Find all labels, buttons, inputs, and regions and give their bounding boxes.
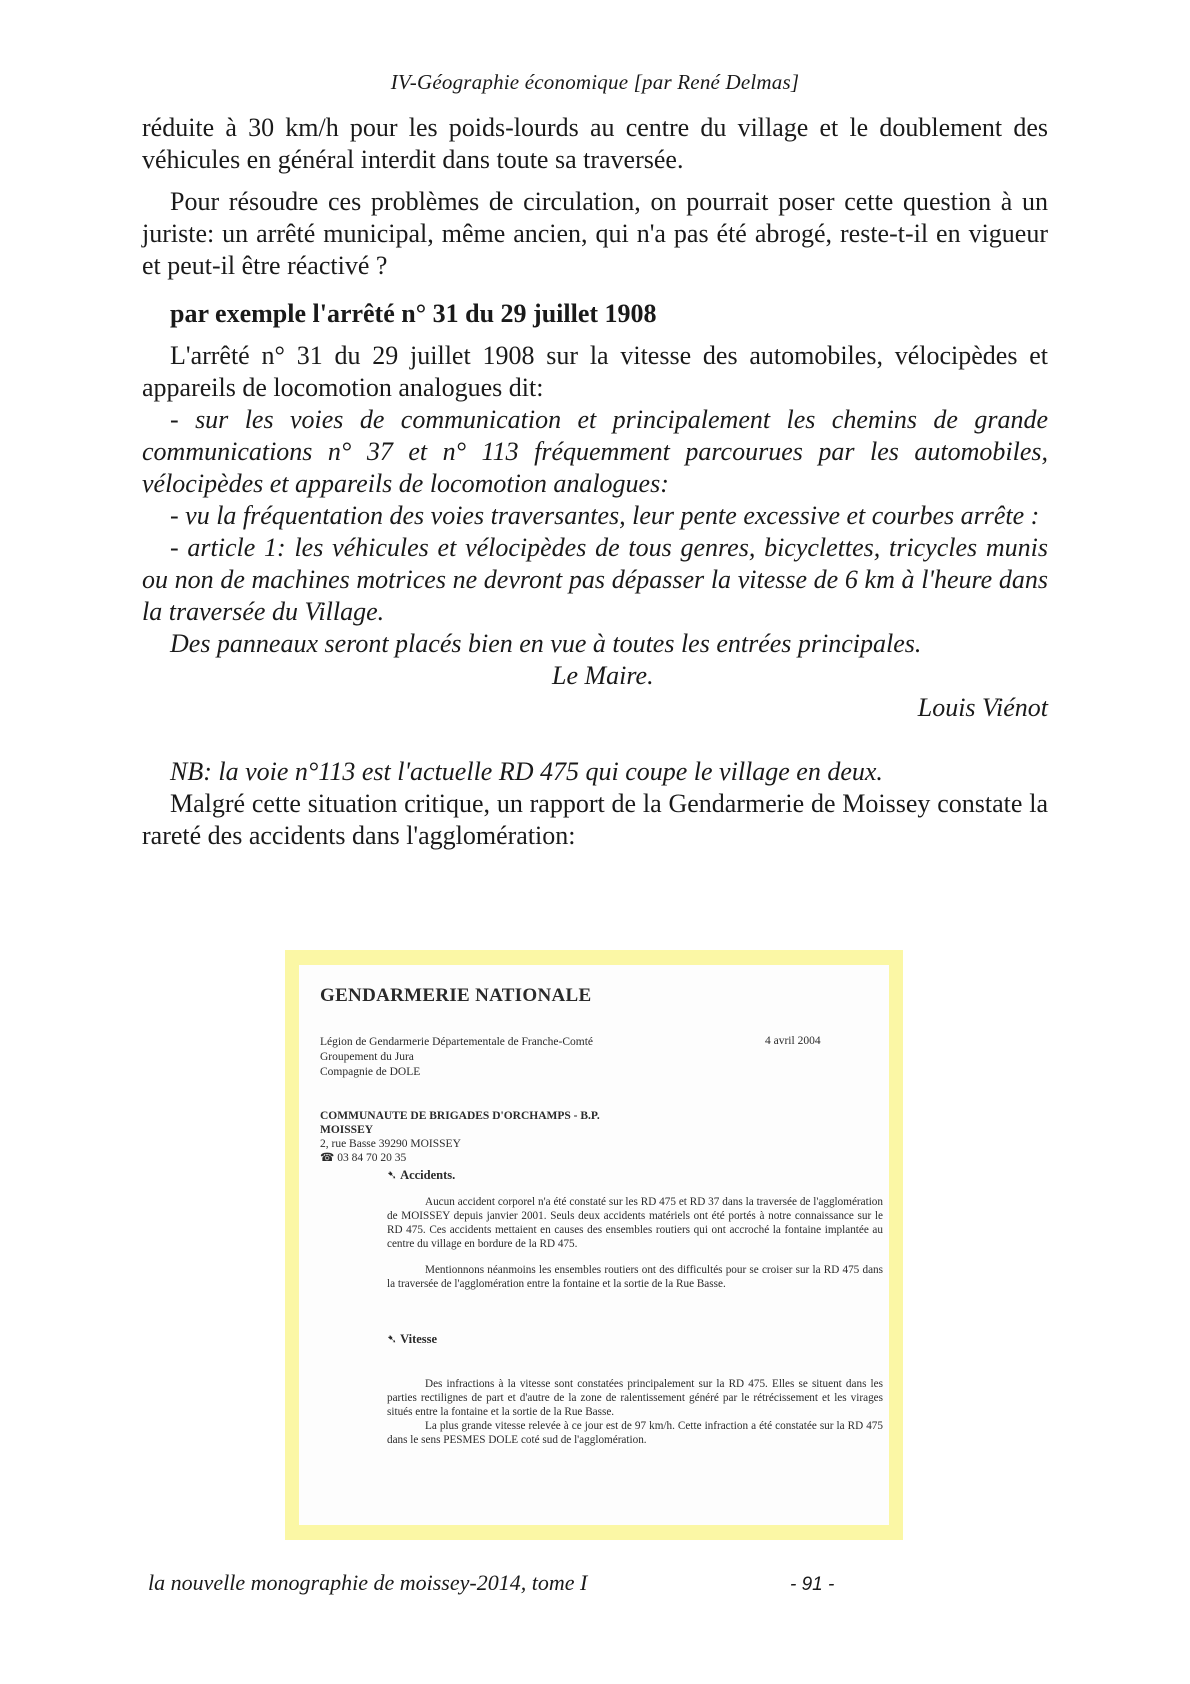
- unit-name: COMMUNAUTE DE BRIGADES D'ORCHAMPS - B.P. MOISSEY: [320, 1110, 600, 1136]
- nb-note: NB: la voie n°113 est l'actuelle RD 475 qui coupe le village en deux.: [170, 757, 883, 786]
- signature-title: Le Maire.: [552, 661, 654, 690]
- report-date: 4 avril 2004: [765, 1035, 821, 1047]
- section-heading: par exemple l'arrêté n° 31 du 29 juillet 1908: [170, 299, 657, 328]
- section-title-text: Accidents.: [400, 1168, 456, 1182]
- section-vitesse-body: [387, 1377, 883, 1447]
- section-vitesse-title: [387, 1332, 437, 1347]
- unit-phone: [320, 1151, 650, 1165]
- section-title-text: Vitesse: [400, 1332, 438, 1346]
- phone-number: 03 84 70 20 35: [337, 1152, 407, 1164]
- section-accidents-body: [387, 1195, 883, 1291]
- body-text: [142, 112, 1048, 852]
- paragraph-question: Pour résoudre ces problèmes de circulation, on pourrait poser cette question à un juriste: un arrêté municipal, même ancien, qui n'a pas été abrogé, reste-t-il en vigueur et peut-il être réactivé ?: [142, 187, 1048, 280]
- quote-line-1: - sur les voies de communication et principalement les chemins de grande communications n° 37 et n° 113 fréquemment parcourues par les automobiles, vélocipèdes et appareils de locomotion analogues:: [142, 405, 1048, 498]
- org-line: Groupement du Jura: [320, 1051, 414, 1063]
- paragraph-arrete-intro: L'arrêté n° 31 du 29 juillet 1908 sur la vitesse des automobiles, vélocipèdes et appareils de locomotion analogues dit:: [142, 341, 1048, 402]
- quote-line-3: - article 1: les véhicules et vélocipèdes de tous genres, bicyclettes, tricycles munis ou non de machines motrices ne devront pas dépasser la vitesse de 6 km à l'heure dans la traversée du Village.: [142, 533, 1048, 626]
- footer-page-number: - 91 -: [790, 1574, 835, 1595]
- org-line: Légion de Gendarmerie Départementale de Franche-Comté: [320, 1036, 594, 1048]
- report-paragraph: Mentionnons néanmoins les ensembles routiers ont des difficultés pour se croiser sur la RD 475 dans la traversée de l'agglomération entre la fontaine et la sortie de la Rue Basse.: [387, 1264, 883, 1290]
- footer-book-title: la nouvelle monographie de moissey-2014, tome I: [148, 1570, 588, 1595]
- report-organisation: [320, 1035, 593, 1080]
- quote-line-2: - vu la fréquentation des voies traversantes, leur pente excessive et courbes arrête :: [170, 501, 1040, 530]
- scanned-report: [299, 965, 889, 1525]
- paragraph-gendarmerie-intro: Malgré cette situation critique, un rapport de la Gendarmerie de Moissey constate la rareté des accidents dans l'agglomération:: [142, 789, 1048, 850]
- arrow-icon: ➷: [387, 1168, 398, 1182]
- report-unit: [320, 1109, 650, 1165]
- phone-icon: ☎: [320, 1152, 335, 1164]
- running-head: IV-Géographie économique [par René Delmas]: [390, 70, 800, 94]
- signature-name: Louis Viénot: [917, 693, 1048, 722]
- org-line: Compagnie de DOLE: [320, 1066, 421, 1078]
- report-title: GENDARMERIE NATIONALE: [320, 985, 592, 1006]
- quote-line-4: Des panneaux seront placés bien en vue à toutes les entrées principales.: [170, 629, 922, 658]
- paragraph-continuation: réduite à 30 km/h pour les poids-lourds au centre du village et le doublement des véhicules en général interdit dans toute sa traversée.: [142, 113, 1048, 174]
- unit-address: 2, rue Basse 39290 MOISSEY: [320, 1138, 461, 1150]
- report-paragraph: Aucun accident corporel n'a été constaté sur les RD 475 et RD 37 dans la traversée de l'agglomération de MOISSEY depuis janvier 2001. Seuls deux accidents matériels ont été portés à notre connaissance sur le RD 475. Ces accidents mettaient en causes des ensembles routiers qui ont accroché la fontaine implantée au centre du village en bordure de la RD 475.: [387, 1196, 883, 1250]
- report-paragraph: Des infractions à la vitesse sont constatées principalement sur la RD 475. Elles se situent dans les parties rectilignes de part et d'autre de la zone de ralentissement généré par le rétrécissement et les virages situés entre la fontaine et la sortie de la Rue Basse.: [387, 1378, 883, 1418]
- section-accidents-title: [387, 1168, 455, 1183]
- arrow-icon: ➷: [387, 1332, 398, 1346]
- scanned-report-frame: [285, 950, 903, 1540]
- report-paragraph: La plus grande vitesse relevée à ce jour est de 97 km/h. Cette infraction a été constatée sur la RD 475 dans le sens PESMES DOLE coté sud de l'agglomération.: [387, 1420, 883, 1446]
